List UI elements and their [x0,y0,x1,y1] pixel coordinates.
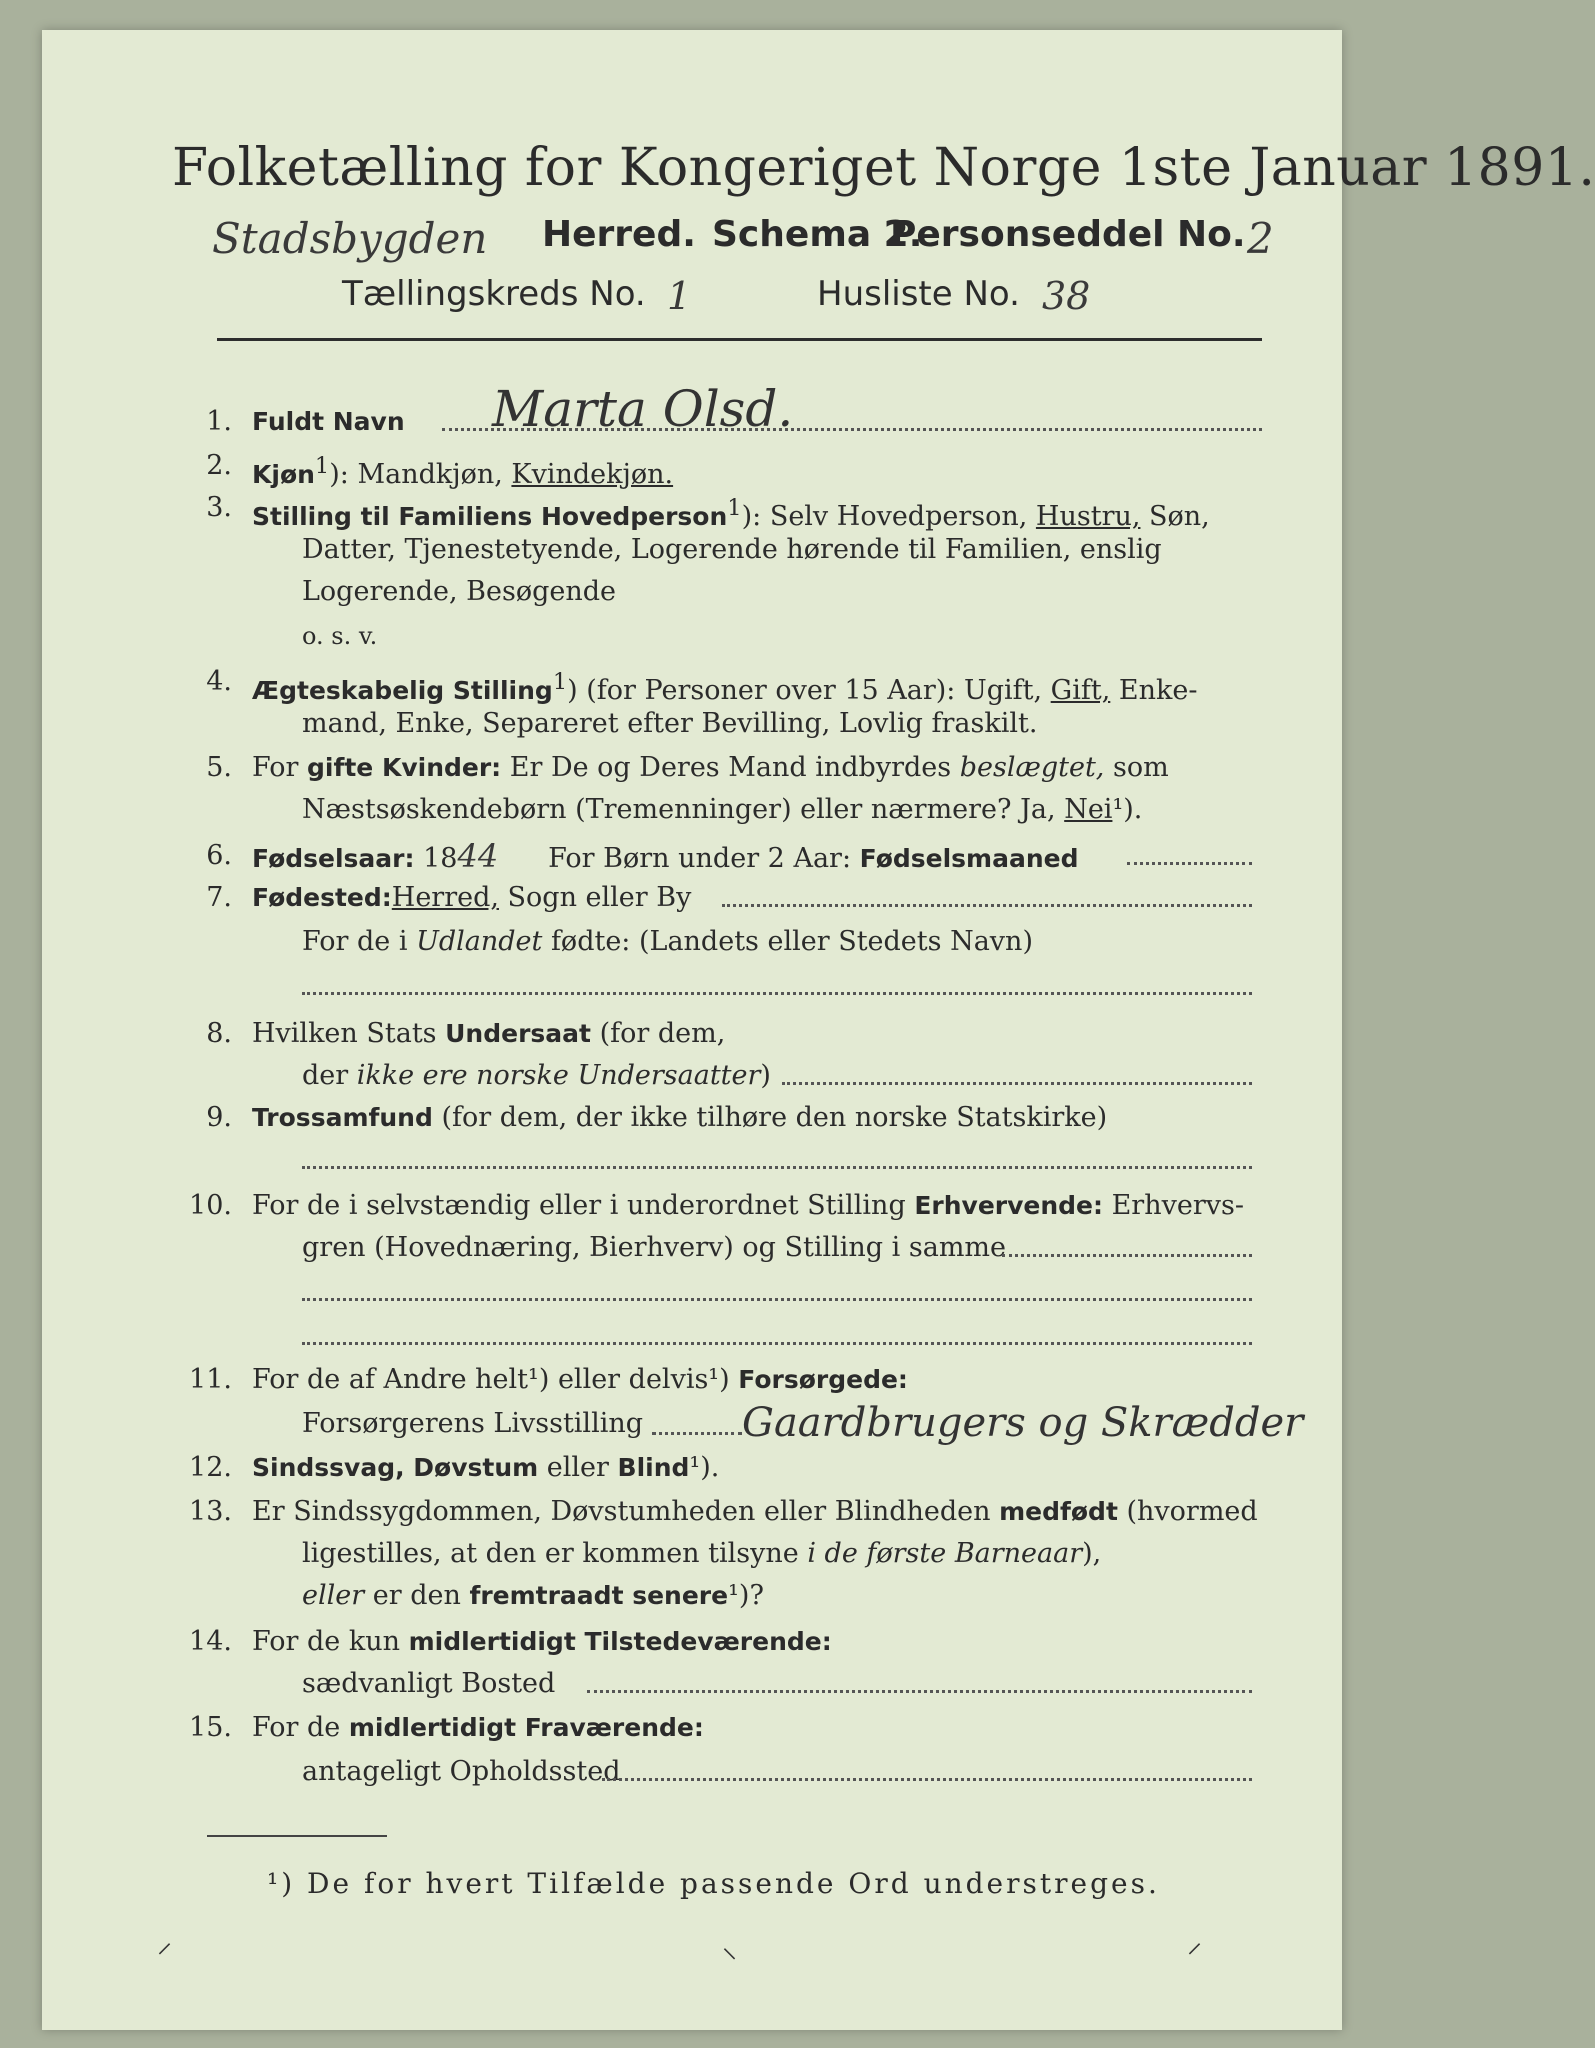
item-10: 10. For de i selvstændig eller i underordnet Stilling Erhvervende: Erhvervs- [189,1190,1244,1221]
header-rule [217,338,1262,341]
item-8-line2: der ikke ere norske Undersaatter) [302,1060,771,1091]
item-14-line2: sædvanligt Bosted [302,1668,556,1699]
dotted-line [652,1432,742,1435]
item-14: 14. For de kun midlertidigt Tilstedeværende: [189,1626,832,1657]
dotted-line [1002,1254,1252,1257]
item-13-line3: eller er den fremtraadt senere¹)? [302,1580,764,1611]
dotted-line [302,1166,1252,1169]
herred-label: Herred. [542,214,696,255]
item-10-line2: gren (Hovednæring, Bierhverv) og Stilling i samme [302,1232,1007,1263]
dotted-line [1127,862,1252,865]
pen-mark: ⸝ [1187,1925,1202,1960]
item-11: 11. For de af Andre helt¹) eller delvis¹) Forsørgede: [189,1364,908,1395]
item-2: 2. Kjøn$^1$): Mandkjøn, Kvindekjøn. [206,450,674,490]
husliste-number: 38 [1042,274,1091,318]
name-answer: Marta Olsd. [492,380,794,438]
personseddel-number: 2 [1247,214,1274,263]
occupation-answer: Gaardbrugers og Skrædder [742,1400,1304,1446]
dotted-line [722,904,1252,907]
item-15: 15. For de midlertidigt Fraværende: [189,1712,704,1743]
item-8: 8. Hvilken Stats Undersaat (for dem, [206,1018,726,1049]
fuldt-navn-label: Fuldt Navn [252,407,405,436]
dotted-line [587,1690,1252,1693]
item-7-line2: For de i Udlandet fødte: (Landets eller Stedets Navn) [302,926,1033,957]
item-6: 6. Fødselsaar: 1844 For Børn under 2 Aar: Fødselsmaaned [206,837,1079,875]
item-9: 9. Trossamfund (for dem, der ikke tilhøre den norske Statskirke) [206,1102,1108,1133]
footnote-rule [207,1835,387,1837]
husliste-label: Husliste No. [817,274,1020,314]
item-1: 1. Fuldt Navn [206,406,405,437]
item-11-line2: Forsørgerens Livsstilling [302,1408,644,1439]
item-5: 5. For gifte Kvinder: Er De og Deres Mand indbyrdes beslægtet, som [206,752,1169,783]
dotted-line [302,1342,1252,1345]
item-7: 7. Fødested:Herred, Sogn eller By [206,882,692,913]
item-13-line2: ligestilles, at den er kommen tilsyne i de første Barneaar), [302,1538,1102,1569]
item-4-line2: mand, Enke, Separeret efter Bevilling, Lovlig fraskilt. [302,708,1038,739]
kreds-number: 1 [667,274,692,318]
census-form [42,30,1595,2030]
pen-mark: ⸝ [157,1925,172,1960]
footnote: ¹) De for hvert Tilfælde passende Ord understreges. [267,1867,1160,1900]
form-title: Folketælling for Kongeriget Norge 1ste Januar 1891. [172,138,1595,198]
item-12: 12. Sindssvag, Døvstum eller Blind¹). [189,1452,720,1483]
item-3: 3. Stilling til Familiens Hovedperson$^1$): Selv Hovedperson, Hustru, Søn, [206,492,1210,532]
personseddel-label: Personseddel No. [890,214,1246,255]
schema-label: Schema 2. [712,214,923,255]
dotted-line [302,1298,1252,1301]
item-13: 13. Er Sindssygdommen, Døvstumheden eller Blindheden medfødt (hvormed [189,1496,1258,1527]
pen-mark: ⸜ [722,1930,737,1965]
dotted-line [442,428,1262,431]
dotted-line [302,992,1252,995]
item-3-line3: Logerende, Besøgende [302,576,616,607]
herred-handwritten: Stadsbygden [212,214,488,263]
item-5-line2: Næstsøskendebørn (Tremenninger) eller nærmere? Ja, Nei¹). [302,794,1143,825]
dotted-line [602,1778,1252,1781]
item-15-line2: antageligt Opholdssted [302,1756,621,1787]
item-3-line4: o. s. v. [302,622,378,650]
birth-year-answer: 44 [457,837,499,875]
dotted-line [782,1082,1252,1085]
item-4: 4. Ægteskabelig Stilling$^1$) (for Personer over 15 Aar): Ugift, Gift, Enke- [206,666,1198,706]
kreds-label: Tællingskreds No. [342,274,646,314]
item-3-line2: Datter, Tjenestetyende, Logerende hørende til Familien, enslig [302,534,1162,565]
